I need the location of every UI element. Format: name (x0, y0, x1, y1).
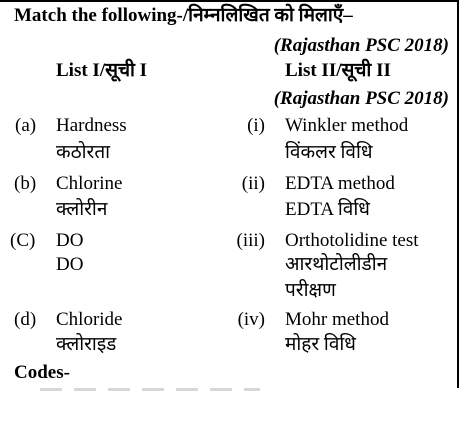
item-iii-hindi-cont: परीक्षण (285, 280, 336, 301)
item-b-hindi: क्लोरीन (56, 199, 108, 220)
top-border (0, 0, 458, 2)
item-c-english: DO (56, 230, 84, 251)
item-c-hindi: DO (56, 254, 84, 275)
item-d-hindi: क्लोराइड (56, 334, 117, 355)
item-iv-hindi: मोहर विधि (285, 334, 356, 355)
item-i-hindi: विंकलर विधि (285, 142, 373, 163)
item-iv-english: Mohr method (285, 309, 389, 330)
item-c-label: (C) (10, 230, 36, 251)
item-ii-english: EDTA method (285, 173, 395, 194)
item-iv-label: (iv) (237, 309, 265, 330)
item-i-label: (i) (247, 115, 265, 136)
item-b-english: Chlorine (56, 173, 123, 194)
list-1-header: List I/सूची I (56, 60, 148, 81)
item-iii-label: (iii) (236, 230, 265, 251)
list-2-header: List II/सूची II (285, 60, 391, 81)
item-iii-hindi: आरथोटोलीडीन (285, 254, 388, 275)
source-reference-top: (Rajasthan PSC 2018) (273, 35, 449, 56)
item-a-label: (a) (15, 115, 37, 136)
item-b-label: (b) (14, 173, 37, 194)
source-reference-mid: (Rajasthan PSC 2018) (273, 88, 449, 109)
right-border (457, 0, 459, 388)
item-a-hindi: कठोरता (56, 142, 111, 163)
item-d-english: Chloride (56, 309, 123, 330)
item-a-english: Hardness (56, 115, 127, 136)
item-ii-label: (ii) (241, 173, 265, 194)
item-d-label: (d) (14, 309, 37, 330)
faded-codes-row (40, 388, 260, 391)
item-iii-english: Orthotolidine test (285, 230, 419, 251)
codes-label: Codes- (14, 362, 70, 383)
item-i-english: Winkler method (285, 115, 409, 136)
item-ii-hindi: EDTA विधि (285, 199, 370, 220)
question-heading: Match the following-/निम्नलिखित को मिलाएँ– (14, 5, 353, 26)
